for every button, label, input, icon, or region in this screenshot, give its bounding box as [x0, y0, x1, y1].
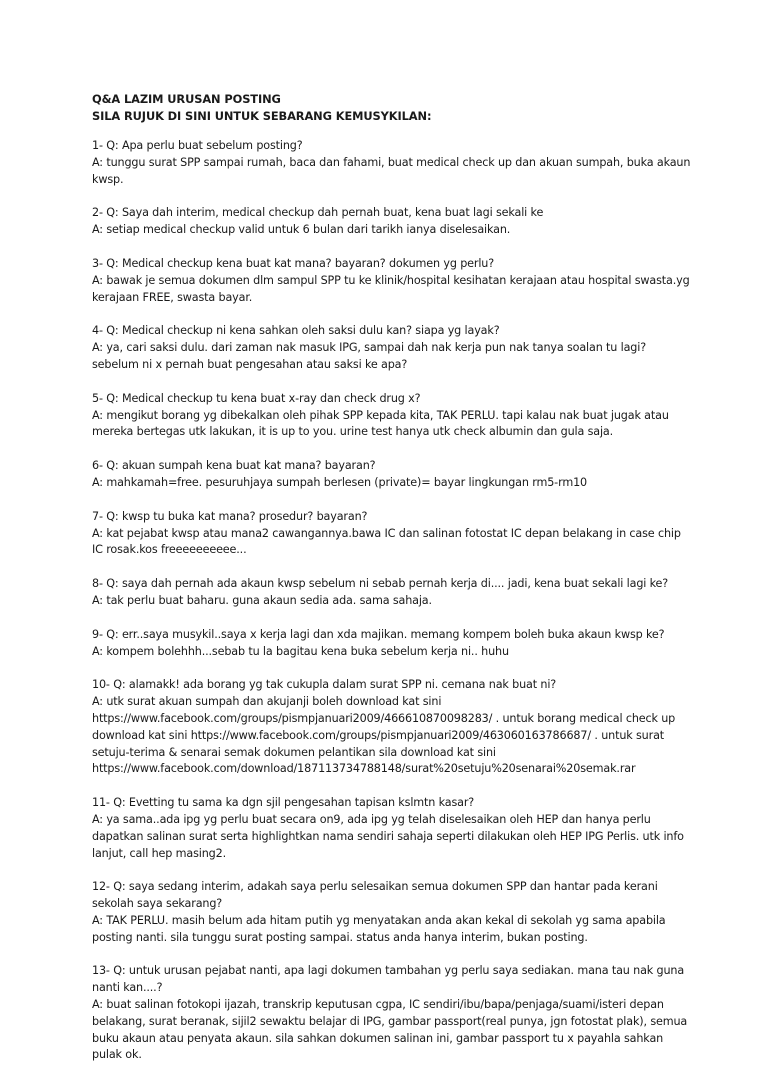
document-subtitle: SILA RUJUK DI SINI UNTUK SEBARANG KEMUSYKILAN:	[92, 108, 432, 123]
qa-item-2	[92, 205, 692, 239]
question-text: 4- Q: Medical checkup ni kena sahkan oleh saksi dulu kan? siapa yg layak?	[92, 324, 500, 338]
question-text: 5- Q: Medical checkup tu kena buat x-ray dan check drug x?	[92, 391, 421, 405]
answer-text: A: tak perlu buat baharu. guna akaun sedia ada. sama sahaja.	[92, 593, 432, 607]
answer-text: A: TAK PERLU. masih belum ada hitam putih yg menyatakan anda akan kekal di sekolah yg sama apabila posting nanti. sila tunggu surat posting sampai. status anda hanya interim, bukan posting.	[92, 913, 666, 944]
qa-item-11	[92, 795, 692, 862]
qa-item-9	[92, 627, 692, 661]
answer-text: A: utk surat akuan sumpah dan akujanji boleh download kat sini https://www.facebook.com/groups/pismpjanuari2009/466610870098283/ . untuk borang medical check up download kat sini https://www.facebook.com/groups/pismpjanuari2009/463060163786687/ . untuk surat setuju-terima & senarai semak dokumen pelantikan sila download kat sini https://www.facebook.com/download/187113734788148/surat%20setuju%20senarai%20semak.rar	[92, 695, 676, 776]
qa-item-12	[92, 879, 692, 946]
answer-text: A: tunggu surat SPP sampai rumah, baca dan fahami, buat medical check up dan akuan sumpah, buka akaun kwsp.	[92, 155, 691, 186]
answer-text: A: bawak je semua dokumen dlm sampul SPP tu ke klinik/hospital kesihatan kerajaan atau hospital swasta.yg kerajaan FREE, swasta bayar.	[92, 273, 690, 304]
qa-item-7	[92, 509, 692, 559]
answer-text: A: ya, cari saksi dulu. dari zaman nak masuk IPG, sampai dah nak kerja pun nak tanya soalan tu lagi? sebelum ni x pernah buat pengesahan atau saksi ke apa?	[92, 341, 647, 371]
answer-text: A: setiap medical checkup valid untuk 6 bulan dari tarikh ianya diselesaikan.	[92, 223, 511, 237]
question-text: 6- Q: akuan sumpah kena buat kat mana? bayaran?	[92, 459, 376, 473]
qa-item-13	[92, 963, 692, 1064]
question-text: 1- Q: Apa perlu buat sebelum posting?	[92, 139, 303, 152]
answer-text: A: ya sama..ada ipg yg perlu buat secara on9, ada ipg yg telah diselesaikan oleh HEP dan hanya perlu dapatkan salinan surat serta highlightkan nama sendiri sahaja seperti dilakukan oleh HEP IPG Perlis. utk info lanjut, call hep masing2.	[92, 812, 684, 860]
qa-list	[92, 138, 692, 1081]
question-text: 7- Q: kwsp tu buka kat mana? prosedur? bayaran?	[92, 509, 368, 523]
qa-item-1	[92, 138, 692, 188]
answer-text: A: kompem bolehhh...sebab tu la bagitau kena buka sebelum kerja ni.. huhu	[92, 644, 509, 658]
qa-item-4	[92, 323, 692, 373]
question-text: 13- Q: untuk urusan pejabat nanti, apa lagi dokumen tambahan yg perlu saya sediakan. mana tau nak guna nanti kan....?	[92, 964, 685, 995]
answer-text: A: mahkamah=free. pesuruhjaya sumpah berlesen (private)= bayar lingkungan rm5-rm10	[92, 475, 588, 489]
answer-text: A: kat pejabat kwsp atau mana2 cawangannya.bawa IC dan salinan fotostat IC depan belakang in case chip IC rosak.kos freeeeeeeeee...	[92, 526, 681, 557]
document-header	[92, 91, 692, 124]
answer-text: A: buat salinan fotokopi ijazah, transkrip keputusan cgpa, IC sendiri/ibu/bapa/penjaga/suami/isteri depan belakang, surat beranak, sijil2 sewaktu belajar di IPG, gambar passport(real punya, jgn fotostat plak), semua buku akaun atau penyata akaun. sila sahkan dokumen salinan ini, gambar passport tu x payahla sahkan pulak ok.	[92, 998, 688, 1062]
qa-item-8	[92, 576, 692, 610]
question-text: 9- Q: err..saya musykil..saya x kerja lagi dan xda majikan. memang kompem boleh buka akaun kwsp ke?	[92, 627, 665, 641]
answer-text: A: mengikut borang yg dibekalkan oleh pihak SPP kepada kita, TAK PERLU. tapi kalau nak buat jugak atau mereka bertegas utk lakukan, it is up to you. urine test hanya utk check albumin dan gula saja.	[92, 408, 669, 439]
qa-item-10	[92, 677, 692, 778]
question-text: 8- Q: saya dah pernah ada akaun kwsp sebelum ni sebab pernah kerja di.... jadi, kena buat sekali lagi ke?	[92, 577, 669, 591]
qa-item-3	[92, 256, 692, 306]
question-text: 10- Q: alamakk! ada borang yg tak cukupla dalam surat SPP ni. cemana nak buat ni?	[92, 678, 557, 692]
question-text: 11- Q: Evetting tu sama ka dgn sjil pengesahan tapisan kslmtn kasar?	[92, 796, 475, 810]
qa-item-5	[92, 391, 692, 441]
question-text: 3- Q: Medical checkup kena buat kat mana? bayaran? dokumen yg perlu?	[92, 256, 495, 270]
question-text: 12- Q: saya sedang interim, adakah saya perlu selesaikan semua dokumen SPP dan hantar pada kerani sekolah saya sekarang?	[92, 880, 658, 911]
qa-item-6	[92, 458, 692, 492]
question-text: 2- Q: Saya dah interim, medical checkup dah pernah buat, kena buat lagi sekali ke	[92, 206, 544, 220]
document-title: Q&A LAZIM URUSAN POSTING	[92, 92, 281, 106]
